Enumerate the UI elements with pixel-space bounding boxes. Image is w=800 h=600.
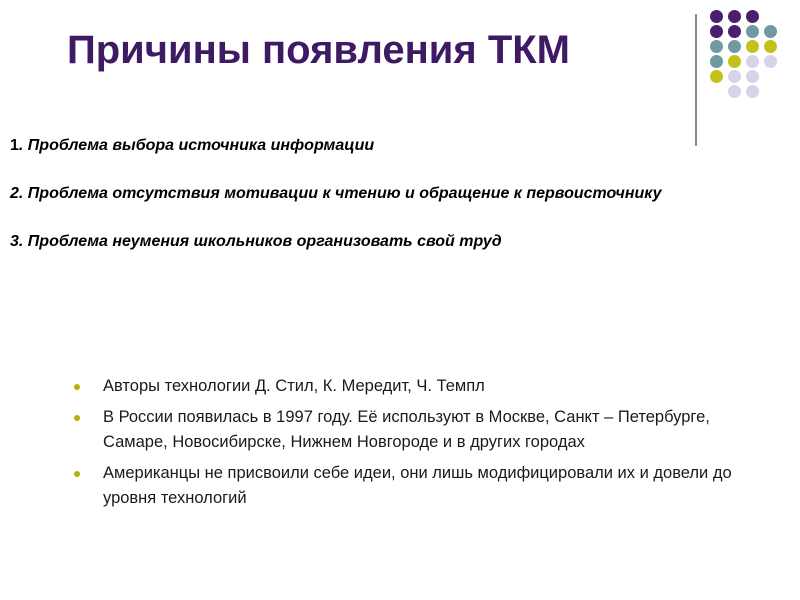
decor-dot xyxy=(710,85,723,98)
bullet-list xyxy=(72,374,752,517)
decor-dot xyxy=(710,10,723,23)
decor-dot xyxy=(746,70,759,83)
decor-dot xyxy=(710,70,723,83)
decor-dot xyxy=(710,40,723,53)
problem-item: 1. Проблема выбора источника информации xyxy=(10,137,375,154)
decor-dot xyxy=(746,25,759,38)
decor-dot xyxy=(764,40,777,53)
decor-dot xyxy=(764,10,777,23)
decor-dot xyxy=(764,55,777,68)
decor-dot xyxy=(710,55,723,68)
problem-item: 2. Проблема отсутствия мотивации к чтению и обращение к первоисточнику xyxy=(10,185,662,202)
decor-dot xyxy=(710,25,723,38)
bullet-item: Авторы технологии Д. Стил, К. Мередит, Ч. Темпл xyxy=(72,374,752,399)
decor-dot xyxy=(764,25,777,38)
dot-pattern-decoration xyxy=(710,10,777,98)
bullet-item: Американцы не присвоили себе идеи, они лишь модифицировали их и довели до уровня технологий xyxy=(72,461,752,511)
decor-dot xyxy=(728,25,741,38)
bullet-dot-icon xyxy=(74,384,80,390)
vertical-divider xyxy=(695,14,697,146)
decor-dot xyxy=(746,10,759,23)
problems-list xyxy=(10,134,690,278)
decor-dot xyxy=(728,70,741,83)
slide-title: Причины появления ТКМ xyxy=(67,28,570,72)
decor-dot xyxy=(728,55,741,68)
problem-item: 3. Проблема неумения школьников организовать свой труд xyxy=(10,233,502,250)
decor-dot xyxy=(746,85,759,98)
decor-dot xyxy=(746,40,759,53)
decor-dot xyxy=(764,85,777,98)
decor-dot xyxy=(728,40,741,53)
bullet-item: В России появилась в 1997 году. Её используют в Москве, Санкт – Петербурге, Самаре, Новосибирске, Нижнем Новгороде и в других городах xyxy=(72,405,752,455)
decor-dot xyxy=(764,70,777,83)
decor-dot xyxy=(728,85,741,98)
decor-dot xyxy=(728,10,741,23)
bullet-dot-icon xyxy=(74,415,80,421)
decor-dot xyxy=(746,55,759,68)
bullet-dot-icon xyxy=(74,471,80,477)
